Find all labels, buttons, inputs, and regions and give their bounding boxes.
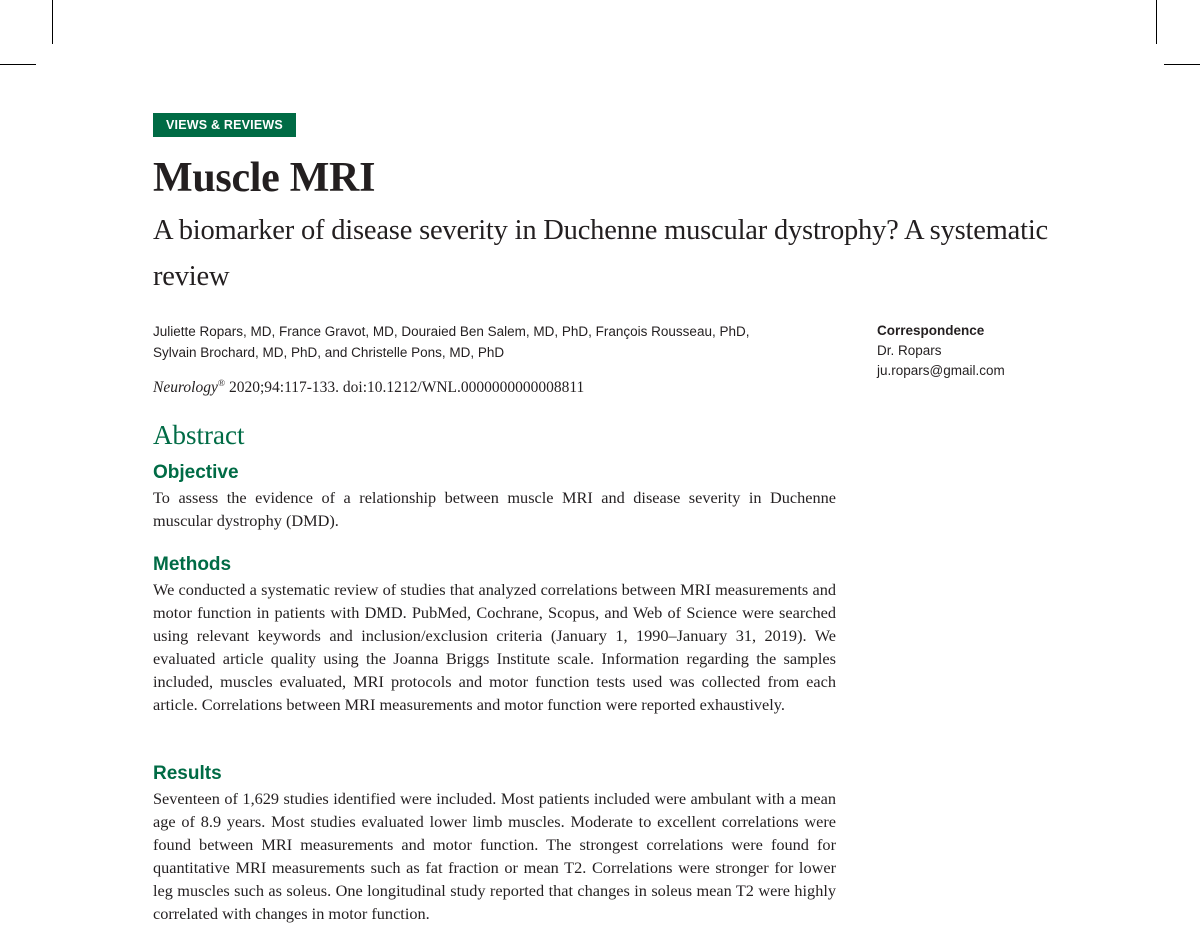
- citation-details: 2020;94:117-133. doi:10.1212/WNL.0000000000008811: [225, 379, 585, 396]
- journal-name: Neurology: [153, 379, 218, 396]
- article-subtitle: A biomarker of disease severity in Duchenne muscular dystrophy? A systematic review: [153, 215, 1048, 292]
- crop-mark-left: [0, 64, 36, 65]
- author-list: [153, 321, 853, 363]
- registered-mark: ®: [217, 379, 226, 389]
- crop-mark-top-right: [1156, 0, 1157, 44]
- correspondence-heading: Correspondence: [877, 323, 985, 338]
- article-title: Muscle MRI: [153, 155, 376, 201]
- citation: [153, 373, 584, 399]
- methods-heading: Methods: [153, 554, 232, 575]
- author-line: Sylvain Brochard, MD, PhD, and Christelle Pons, MD, PhD: [153, 345, 505, 360]
- correspondence-block: [877, 321, 1127, 381]
- section-badge: VIEWS & REVIEWS: [153, 113, 296, 137]
- methods-text: We conducted a systematic review of studies that analyzed correlations between MRI measurements and motor function in patients with DMD. PubMed, Cochrane, Scopus, and Web of Science were searched using relevant keywords and inclusion/exclusion criteria (January 1, 1990–January 31, 2019). We evaluated article quality using the Joanna Briggs Institute scale. Information regarding the samples included, muscles evaluated, MRI protocols and motor function tests used was collected from each article. Correlations between MRI measurements and motor function were reported exhaustively.: [153, 580, 836, 714]
- crop-mark-top-left: [52, 0, 53, 44]
- results-heading: Results: [153, 763, 222, 784]
- objective-heading: Objective: [153, 462, 239, 483]
- results-text: Seventeen of 1,629 studies identified were included. Most patients included were ambulant with a mean age of 8.9 years. Most studies evaluated lower limb muscles. Moderate to excellent correlations were found between MRI measurements and motor function. The strongest correlations were found for quantitative MRI measurements such as fat fraction or mean T2. Correlations were stronger for lower leg muscles such as soleus. One longitudinal study reported that changes in soleus mean T2 were highly correlated with changes in motor function.: [153, 789, 836, 923]
- crop-mark-right: [1164, 64, 1200, 65]
- author-line: Juliette Ropars, MD, France Gravot, MD, Douraied Ben Salem, MD, PhD, François Rousseau, PhD,: [153, 324, 750, 339]
- correspondence-email[interactable]: ju.ropars@gmail.com: [877, 363, 1005, 378]
- correspondence-name: Dr. Ropars: [877, 343, 942, 358]
- abstract-heading: Abstract: [153, 420, 245, 450]
- objective-text: To assess the evidence of a relationship between muscle MRI and disease severity in Duchenne muscular dystrophy (DMD).: [153, 488, 836, 530]
